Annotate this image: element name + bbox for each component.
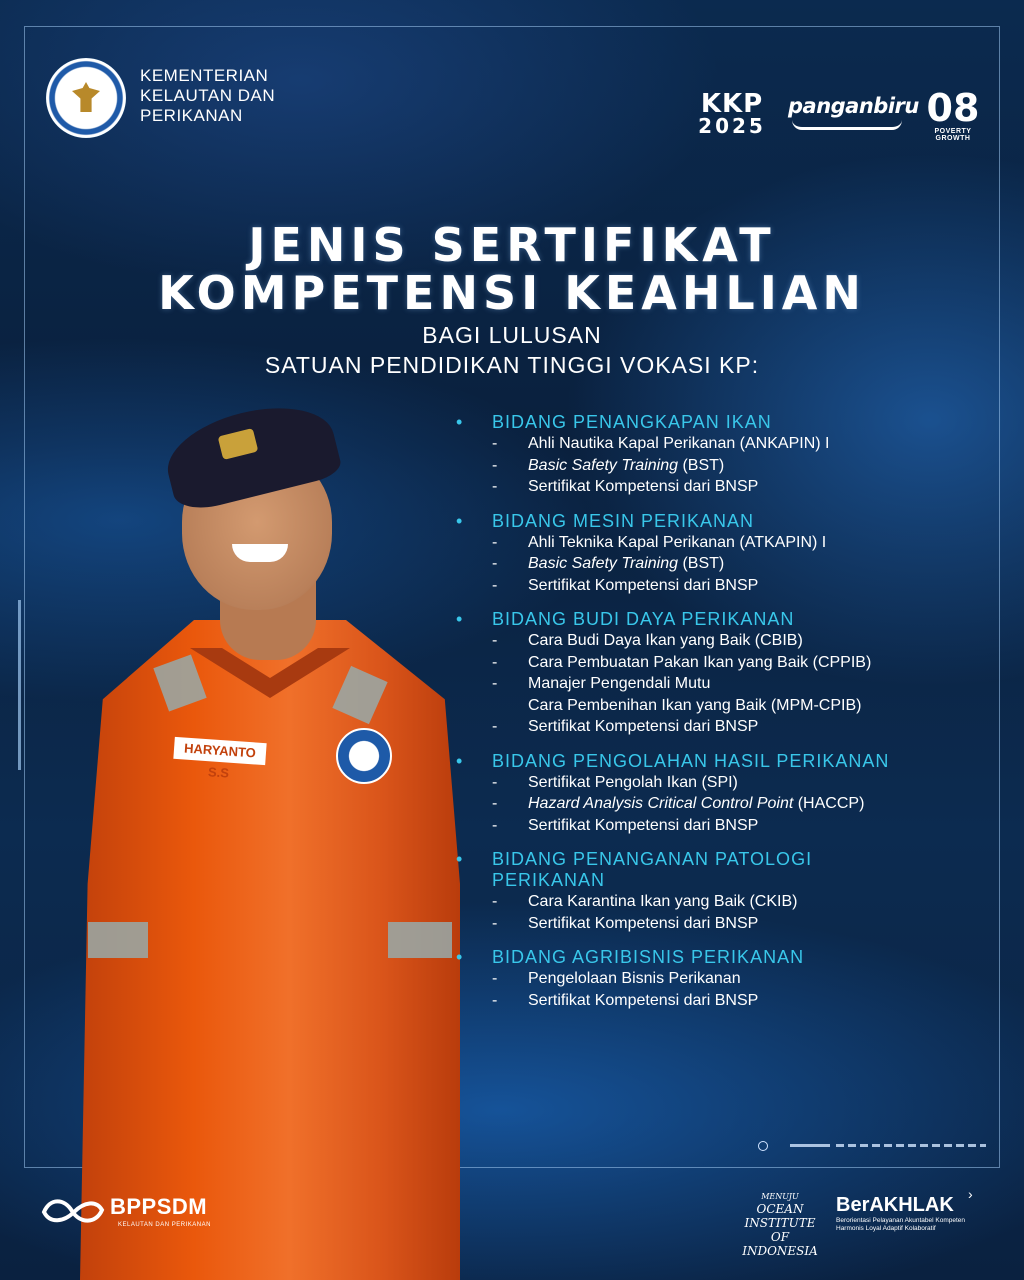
item-text: Manajer Pengendali Mutu bbox=[528, 675, 711, 692]
ocean-line-1: OCEAN INSTITUTE bbox=[744, 1202, 816, 1230]
bppsdm-text: BPPSDM bbox=[110, 1194, 208, 1219]
kkp-2025-logo bbox=[684, 89, 780, 140]
section-heading bbox=[454, 947, 994, 968]
section-pengolahan bbox=[454, 751, 994, 837]
list-item: - Cara Pembuatan Pakan Ikan yang Baik (CPPIB) bbox=[492, 653, 872, 671]
berakhlak-sub-1: Berorientasi Pelayanan Akuntabel Kompeten bbox=[836, 1217, 966, 1224]
frame-dash-pattern bbox=[836, 1144, 986, 1147]
item-text: Sertifikat Kompetensi dari BNSP bbox=[528, 478, 759, 495]
panganbiru-text: panganbiru bbox=[788, 94, 919, 118]
bullet-icon: • bbox=[456, 510, 464, 531]
section-heading-text: BIDANG PENGOLAHAN HASIL PERIKANAN bbox=[492, 750, 890, 771]
list-item: - Sertifikat Kompetensi dari BNSP bbox=[492, 914, 759, 932]
item-text-line-2: Cara Pembenihan Ikan yang Baik (MPM-CPIB) bbox=[528, 696, 862, 714]
frame-dash bbox=[790, 1144, 830, 1147]
student-photo bbox=[70, 410, 470, 1280]
section-patologi bbox=[454, 849, 994, 934]
item-text: Ahli Nautika Kapal Perikanan (ANKAPIN) I bbox=[528, 435, 830, 452]
ocean-line-2: OF INDONESIA bbox=[742, 1230, 818, 1258]
bullet-icon: • bbox=[456, 947, 464, 967]
item-text: Sertifikat Pengolah Ikan (SPI) bbox=[528, 773, 738, 791]
item-text: (HACCP) bbox=[793, 795, 865, 812]
kkp-logo-year: 2025 bbox=[698, 114, 766, 138]
chevron-right-icon: › bbox=[968, 1186, 973, 1202]
item-text: Cara Karantina Ikan yang Baik (CKIB) bbox=[528, 893, 798, 910]
section-mesin bbox=[454, 511, 994, 597]
ministry-line-1: KEMENTERIAN bbox=[140, 66, 269, 85]
berakhlak-logo bbox=[836, 1194, 986, 1244]
institution-patch-icon bbox=[336, 728, 392, 784]
ocean-small-text: MENUJU bbox=[761, 1192, 799, 1201]
bullet-icon: • bbox=[456, 609, 464, 629]
section-heading bbox=[454, 609, 994, 630]
section-heading-text: BIDANG AGRIBISNIS PERIKANAN bbox=[492, 947, 805, 967]
ministry-line-3: PERIKANAN bbox=[140, 106, 243, 125]
infinity-wave-icon bbox=[40, 1196, 106, 1226]
list-item: - Ahli Nautika Kapal Perikanan (ANKAPIN) I bbox=[492, 435, 830, 452]
bppsdm-logo bbox=[40, 1192, 220, 1232]
item-italic-text: Basic Safety Training bbox=[528, 456, 678, 474]
list-item: - Basic Safety Training (BST) bbox=[492, 456, 725, 474]
section-heading-text: BIDANG PENANGANAN PATOLOGI bbox=[492, 849, 813, 869]
list-item: - Hazard Analysis Critical Control Point (HACCP) bbox=[492, 795, 865, 812]
section-heading bbox=[454, 412, 994, 433]
list-item: - Sertifikat Kompetensi dari BNSP bbox=[492, 816, 759, 834]
section-heading bbox=[454, 751, 994, 772]
ministry-name bbox=[140, 66, 310, 126]
bppsdm-subtext: KELAUTAN DAN PERIKANAN bbox=[118, 1222, 211, 1228]
kkp-emblem-icon bbox=[46, 58, 126, 138]
list-item: - Ahli Teknika Kapal Perikanan (ATKAPIN) I bbox=[492, 533, 827, 551]
panganbiru-logo bbox=[788, 94, 919, 134]
page-subtitle-line-2: SATUAN PENDIDIKAN TINGGI VOKASI KP: bbox=[264, 352, 760, 378]
section-heading-text: BIDANG BUDI DAYA PERIKANAN bbox=[492, 609, 795, 629]
list-item: - Pengelolaan Bisnis Perikanan bbox=[492, 970, 741, 987]
item-text: Sertifikat Kompetensi dari BNSP bbox=[528, 576, 759, 594]
item-text: Sertifikat Kompetensi dari BNSP bbox=[528, 816, 759, 834]
berakhlak-sub-2: Harmonis Loyal Adaptif Kolaboratif bbox=[836, 1225, 936, 1232]
item-text: Pengelolaan Bisnis Perikanan bbox=[528, 970, 741, 987]
bullet-icon: • bbox=[456, 849, 464, 869]
item-italic-text: Hazard Analysis Critical Control Point bbox=[528, 795, 794, 812]
page-title-line-1: JENIS SERTIFIKAT bbox=[248, 218, 776, 272]
section-heading-text-line-2: PERIKANAN bbox=[492, 870, 606, 890]
section-agribisnis bbox=[454, 947, 994, 1011]
item-text: Ahli Teknika Kapal Perikanan (ATKAPIN) I bbox=[528, 533, 827, 551]
item-text: Cara Budi Daya Ikan yang Baik (CBIB) bbox=[528, 632, 803, 649]
ministry-line-2: KELAUTAN DAN bbox=[140, 86, 276, 105]
section-heading bbox=[454, 511, 994, 532]
garuda-icon bbox=[72, 82, 100, 112]
certificate-list bbox=[454, 412, 994, 1024]
list-item: - Cara Budi Daya Ikan yang Baik (CBIB) bbox=[492, 632, 803, 649]
ocean-institute-logo bbox=[732, 1192, 828, 1258]
section-penangkapan bbox=[454, 412, 994, 498]
list-item: - Sertifikat Kompetensi dari BNSP bbox=[492, 576, 759, 594]
frame-notch bbox=[18, 600, 32, 770]
section-heading-text: BIDANG PENANGKAPAN IKAN bbox=[492, 412, 772, 432]
bullet-icon: • bbox=[456, 412, 464, 432]
list-item: - Basic Safety Training (BST) bbox=[492, 555, 725, 572]
item-text: (BST) bbox=[678, 555, 725, 572]
section-heading bbox=[454, 849, 994, 891]
list-item: - Sertifikat Pengolah Ikan (SPI) bbox=[492, 773, 738, 791]
list-item: - Sertifikat Kompetensi dari BNSP bbox=[492, 991, 759, 1009]
item-text: Sertifikat Kompetensi dari BNSP bbox=[528, 991, 759, 1009]
page-subtitle-line-1: BAGI LULUSAN bbox=[422, 322, 602, 348]
kkp-logo-text: KKP bbox=[700, 89, 764, 119]
page-title-line-2: KOMPETENSI KEAHLIAN bbox=[158, 266, 866, 320]
list-item: - Cara Karantina Ikan yang Baik (CKIB) bbox=[492, 893, 798, 910]
reflective-stripe-right bbox=[388, 922, 452, 958]
item-text: (BST) bbox=[678, 456, 725, 474]
berakhlak-text: BerAKHLAK bbox=[836, 1194, 954, 1216]
frame-dot bbox=[758, 1141, 768, 1151]
growth-logo bbox=[918, 88, 988, 142]
list-item: - Sertifikat Kompetensi dari BNSP bbox=[492, 718, 759, 735]
item-text: Sertifikat Kompetensi dari BNSP bbox=[528, 718, 759, 735]
list-item: - Manajer Pengendali Mutu Cara Pembenihan Ikan yang Baik (MPM-CPIB) bbox=[492, 675, 862, 714]
section-budidaya bbox=[454, 609, 994, 738]
reflective-stripe-left bbox=[88, 922, 148, 958]
wave-icon bbox=[792, 120, 902, 130]
growth-number: 08 bbox=[926, 86, 980, 130]
list-item: - Sertifikat Kompetensi dari BNSP bbox=[492, 478, 759, 495]
growth-labels: POVERTY GROWTH bbox=[934, 128, 972, 142]
section-heading-text: BIDANG MESIN PERIKANAN bbox=[492, 510, 755, 531]
name-tag: HARYANTO S.S bbox=[173, 737, 266, 765]
item-italic-text: Basic Safety Training bbox=[528, 555, 678, 572]
bullet-icon: • bbox=[456, 750, 464, 771]
item-text: Sertifikat Kompetensi dari BNSP bbox=[528, 914, 759, 932]
item-text: Cara Pembuatan Pakan Ikan yang Baik (CPPIB) bbox=[528, 653, 872, 671]
